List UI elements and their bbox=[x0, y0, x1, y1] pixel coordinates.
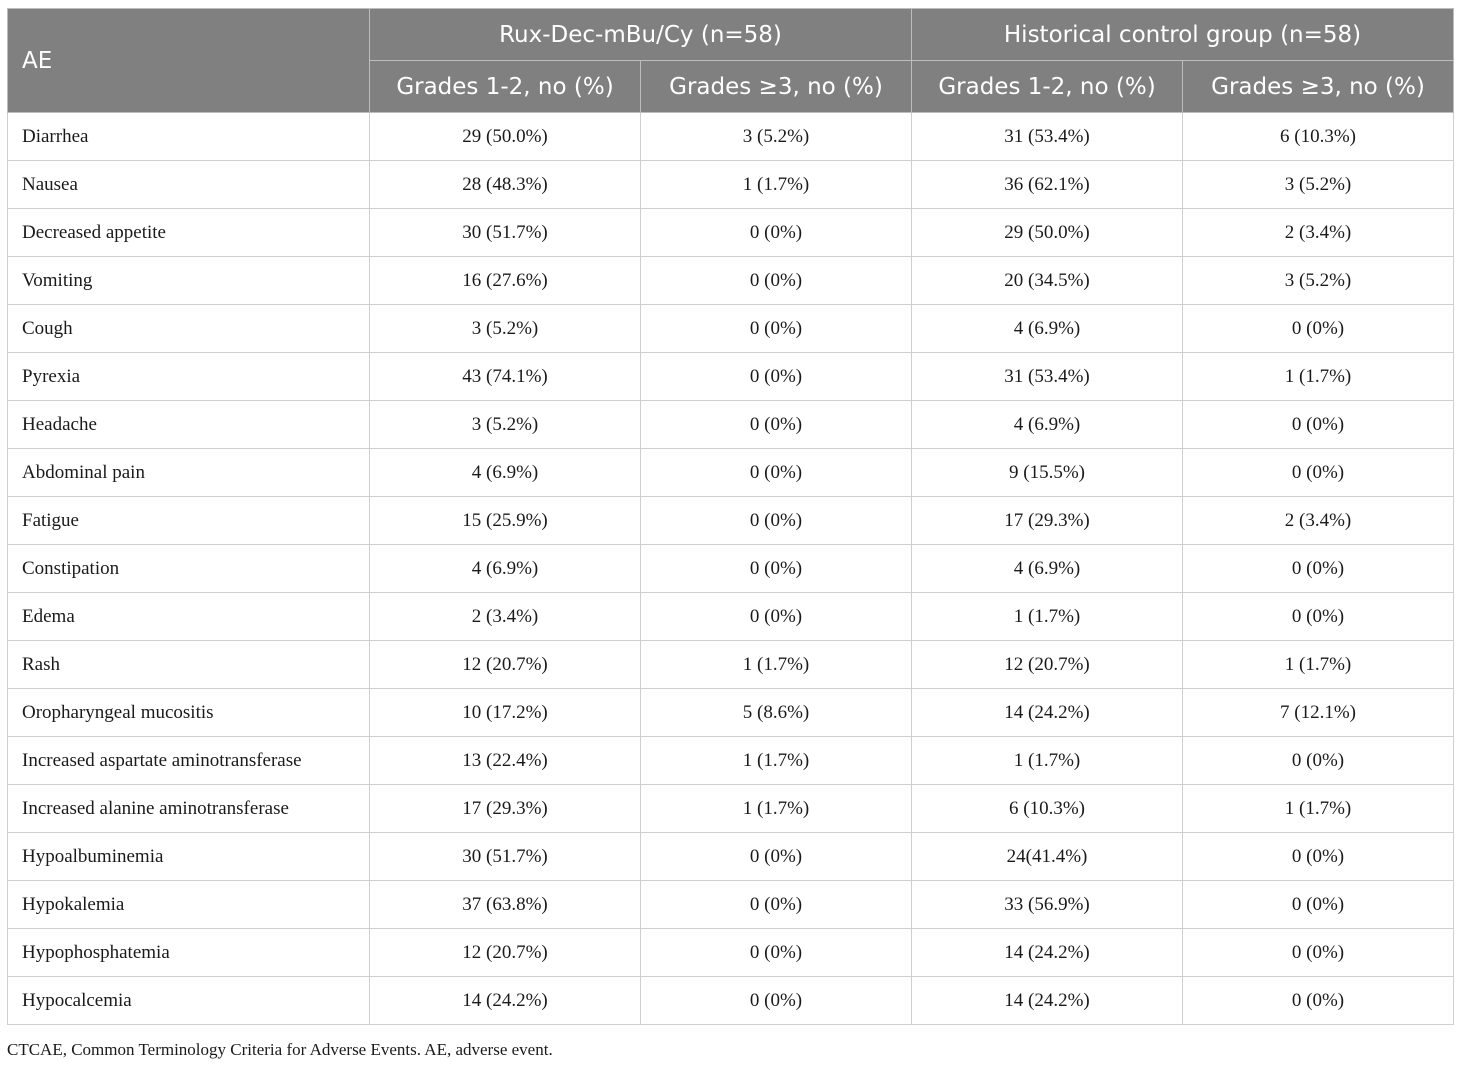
ae-name-cell: Edema bbox=[8, 593, 370, 641]
ae-name-cell: Nausea bbox=[8, 161, 370, 209]
rux-grades-1-2-cell: 3 (5.2%) bbox=[370, 401, 641, 449]
adverse-events-table bbox=[7, 8, 1454, 1025]
control-grades-3-plus-cell: 7 (12.1%) bbox=[1183, 689, 1454, 737]
table-row bbox=[8, 449, 1454, 497]
control-grades-1-2-cell: 9 (15.5%) bbox=[912, 449, 1183, 497]
control-grades-1-2-cell: 12 (20.7%) bbox=[912, 641, 1183, 689]
control-grades-1-2-cell: 33 (56.9%) bbox=[912, 881, 1183, 929]
table-row bbox=[8, 593, 1454, 641]
table-row bbox=[8, 977, 1454, 1025]
rux-grades-3-plus-cell: 0 (0%) bbox=[641, 449, 912, 497]
control-grades-3-plus-cell: 0 (0%) bbox=[1183, 401, 1454, 449]
ae-name-cell: Fatigue bbox=[8, 497, 370, 545]
rux-grades-3-plus-cell: 0 (0%) bbox=[641, 353, 912, 401]
table-row bbox=[8, 353, 1454, 401]
table-row bbox=[8, 881, 1454, 929]
control-grades-1-2-cell: 14 (24.2%) bbox=[912, 977, 1183, 1025]
table-body bbox=[8, 113, 1454, 1025]
control-grades-3-plus-cell: 3 (5.2%) bbox=[1183, 257, 1454, 305]
control-grades-3-plus-cell: 0 (0%) bbox=[1183, 305, 1454, 353]
rux-grades-1-2-header: Grades 1-2, no (%) bbox=[370, 61, 641, 113]
rux-grades-1-2-cell: 4 (6.9%) bbox=[370, 449, 641, 497]
rux-grades-1-2-cell: 17 (29.3%) bbox=[370, 785, 641, 833]
control-grades-3-plus-cell: 0 (0%) bbox=[1183, 593, 1454, 641]
rux-grades-1-2-cell: 10 (17.2%) bbox=[370, 689, 641, 737]
ae-name-cell: Decreased appetite bbox=[8, 209, 370, 257]
control-grades-3-plus-cell: 3 (5.2%) bbox=[1183, 161, 1454, 209]
rux-grades-1-2-cell: 30 (51.7%) bbox=[370, 833, 641, 881]
rux-grades-1-2-cell: 12 (20.7%) bbox=[370, 929, 641, 977]
control-grades-3-plus-cell: 2 (3.4%) bbox=[1183, 209, 1454, 257]
control-grades-1-2-cell: 1 (1.7%) bbox=[912, 737, 1183, 785]
ae-name-cell: Constipation bbox=[8, 545, 370, 593]
ae-name-cell: Hypophosphatemia bbox=[8, 929, 370, 977]
rux-grades-1-2-cell: 37 (63.8%) bbox=[370, 881, 641, 929]
rux-grades-1-2-cell: 4 (6.9%) bbox=[370, 545, 641, 593]
table-row bbox=[8, 305, 1454, 353]
control-grades-1-2-cell: 14 (24.2%) bbox=[912, 929, 1183, 977]
ae-name-cell: Hypocalcemia bbox=[8, 977, 370, 1025]
rux-grades-1-2-cell: 43 (74.1%) bbox=[370, 353, 641, 401]
control-grades-3-plus-cell: 0 (0%) bbox=[1183, 449, 1454, 497]
control-grades-3-plus-cell: 0 (0%) bbox=[1183, 833, 1454, 881]
rux-grades-1-2-cell: 2 (3.4%) bbox=[370, 593, 641, 641]
control-grades-1-2-cell: 14 (24.2%) bbox=[912, 689, 1183, 737]
control-grades-3-plus-cell: 2 (3.4%) bbox=[1183, 497, 1454, 545]
control-grades-3-plus-header: Grades ≥3, no (%) bbox=[1183, 61, 1454, 113]
control-grades-1-2-cell: 29 (50.0%) bbox=[912, 209, 1183, 257]
table-row bbox=[8, 209, 1454, 257]
control-grades-1-2-cell: 17 (29.3%) bbox=[912, 497, 1183, 545]
rux-group-header: Rux-Dec-mBu/Cy (n=58) bbox=[370, 9, 912, 61]
ae-name-cell: Cough bbox=[8, 305, 370, 353]
rux-grades-1-2-cell: 28 (48.3%) bbox=[370, 161, 641, 209]
rux-grades-1-2-cell: 14 (24.2%) bbox=[370, 977, 641, 1025]
rux-grades-3-plus-cell: 0 (0%) bbox=[641, 545, 912, 593]
rux-grades-1-2-cell: 16 (27.6%) bbox=[370, 257, 641, 305]
control-grades-3-plus-cell: 6 (10.3%) bbox=[1183, 113, 1454, 161]
control-grades-3-plus-cell: 0 (0%) bbox=[1183, 545, 1454, 593]
ae-name-cell: Rash bbox=[8, 641, 370, 689]
header-group-row bbox=[8, 9, 1454, 61]
rux-grades-3-plus-cell: 0 (0%) bbox=[641, 833, 912, 881]
rux-grades-3-plus-cell: 0 (0%) bbox=[641, 929, 912, 977]
rux-grades-3-plus-cell: 1 (1.7%) bbox=[641, 737, 912, 785]
table-row bbox=[8, 689, 1454, 737]
rux-grades-3-plus-cell: 0 (0%) bbox=[641, 977, 912, 1025]
control-grades-1-2-cell: 4 (6.9%) bbox=[912, 545, 1183, 593]
rux-grades-1-2-cell: 3 (5.2%) bbox=[370, 305, 641, 353]
ae-name-cell: Hypokalemia bbox=[8, 881, 370, 929]
rux-grades-3-plus-cell: 0 (0%) bbox=[641, 881, 912, 929]
rux-grades-3-plus-cell: 0 (0%) bbox=[641, 257, 912, 305]
control-grades-3-plus-cell: 0 (0%) bbox=[1183, 881, 1454, 929]
rux-grades-3-plus-cell: 0 (0%) bbox=[641, 593, 912, 641]
table-row bbox=[8, 161, 1454, 209]
rux-grades-3-plus-cell: 0 (0%) bbox=[641, 209, 912, 257]
ae-name-cell: Increased alanine aminotransferase bbox=[8, 785, 370, 833]
table-row bbox=[8, 497, 1454, 545]
table-row bbox=[8, 737, 1454, 785]
rux-grades-3-plus-header: Grades ≥3, no (%) bbox=[641, 61, 912, 113]
rux-grades-1-2-cell: 15 (25.9%) bbox=[370, 497, 641, 545]
control-grades-1-2-cell: 36 (62.1%) bbox=[912, 161, 1183, 209]
table-row bbox=[8, 833, 1454, 881]
rux-grades-3-plus-cell: 1 (1.7%) bbox=[641, 161, 912, 209]
control-grades-1-2-cell: 31 (53.4%) bbox=[912, 353, 1183, 401]
control-grades-3-plus-cell: 1 (1.7%) bbox=[1183, 641, 1454, 689]
ae-name-cell: Hypoalbuminemia bbox=[8, 833, 370, 881]
control-grades-1-2-cell: 20 (34.5%) bbox=[912, 257, 1183, 305]
control-grades-1-2-cell: 31 (53.4%) bbox=[912, 113, 1183, 161]
ae-name-cell: Oropharyngeal mucositis bbox=[8, 689, 370, 737]
ae-name-cell: Headache bbox=[8, 401, 370, 449]
table-header bbox=[8, 9, 1454, 113]
ae-name-cell: Abdominal pain bbox=[8, 449, 370, 497]
control-group-header: Historical control group (n=58) bbox=[912, 9, 1454, 61]
rux-grades-1-2-cell: 29 (50.0%) bbox=[370, 113, 641, 161]
table-row bbox=[8, 113, 1454, 161]
rux-grades-3-plus-cell: 1 (1.7%) bbox=[641, 641, 912, 689]
rux-grades-1-2-cell: 12 (20.7%) bbox=[370, 641, 641, 689]
rux-grades-3-plus-cell: 1 (1.7%) bbox=[641, 785, 912, 833]
rux-grades-3-plus-cell: 0 (0%) bbox=[641, 305, 912, 353]
table-row bbox=[8, 929, 1454, 977]
control-grades-1-2-cell: 4 (6.9%) bbox=[912, 401, 1183, 449]
table-row bbox=[8, 401, 1454, 449]
control-grades-3-plus-cell: 1 (1.7%) bbox=[1183, 785, 1454, 833]
table-row bbox=[8, 785, 1454, 833]
rux-grades-1-2-cell: 30 (51.7%) bbox=[370, 209, 641, 257]
table-row bbox=[8, 257, 1454, 305]
rux-grades-3-plus-cell: 5 (8.6%) bbox=[641, 689, 912, 737]
table-row bbox=[8, 545, 1454, 593]
control-grades-1-2-cell: 6 (10.3%) bbox=[912, 785, 1183, 833]
ae-name-cell: Increased aspartate aminotransferase bbox=[8, 737, 370, 785]
rux-grades-3-plus-cell: 0 (0%) bbox=[641, 401, 912, 449]
control-grades-1-2-header: Grades 1-2, no (%) bbox=[912, 61, 1183, 113]
rux-grades-3-plus-cell: 0 (0%) bbox=[641, 497, 912, 545]
table-row bbox=[8, 641, 1454, 689]
rux-grades-1-2-cell: 13 (22.4%) bbox=[370, 737, 641, 785]
control-grades-3-plus-cell: 0 (0%) bbox=[1183, 737, 1454, 785]
control-grades-3-plus-cell: 0 (0%) bbox=[1183, 977, 1454, 1025]
control-grades-3-plus-cell: 1 (1.7%) bbox=[1183, 353, 1454, 401]
control-grades-1-2-cell: 1 (1.7%) bbox=[912, 593, 1183, 641]
ae-name-cell: Diarrhea bbox=[8, 113, 370, 161]
ae-column-header: AE bbox=[8, 9, 370, 113]
ae-name-cell: Pyrexia bbox=[8, 353, 370, 401]
control-grades-1-2-cell: 24(41.4%) bbox=[912, 833, 1183, 881]
rux-grades-3-plus-cell: 3 (5.2%) bbox=[641, 113, 912, 161]
control-grades-1-2-cell: 4 (6.9%) bbox=[912, 305, 1183, 353]
table-footnote: CTCAE, Common Terminology Criteria for Adverse Events. AE, adverse event. bbox=[7, 1040, 553, 1059]
control-grades-3-plus-cell: 0 (0%) bbox=[1183, 929, 1454, 977]
ae-name-cell: Vomiting bbox=[8, 257, 370, 305]
